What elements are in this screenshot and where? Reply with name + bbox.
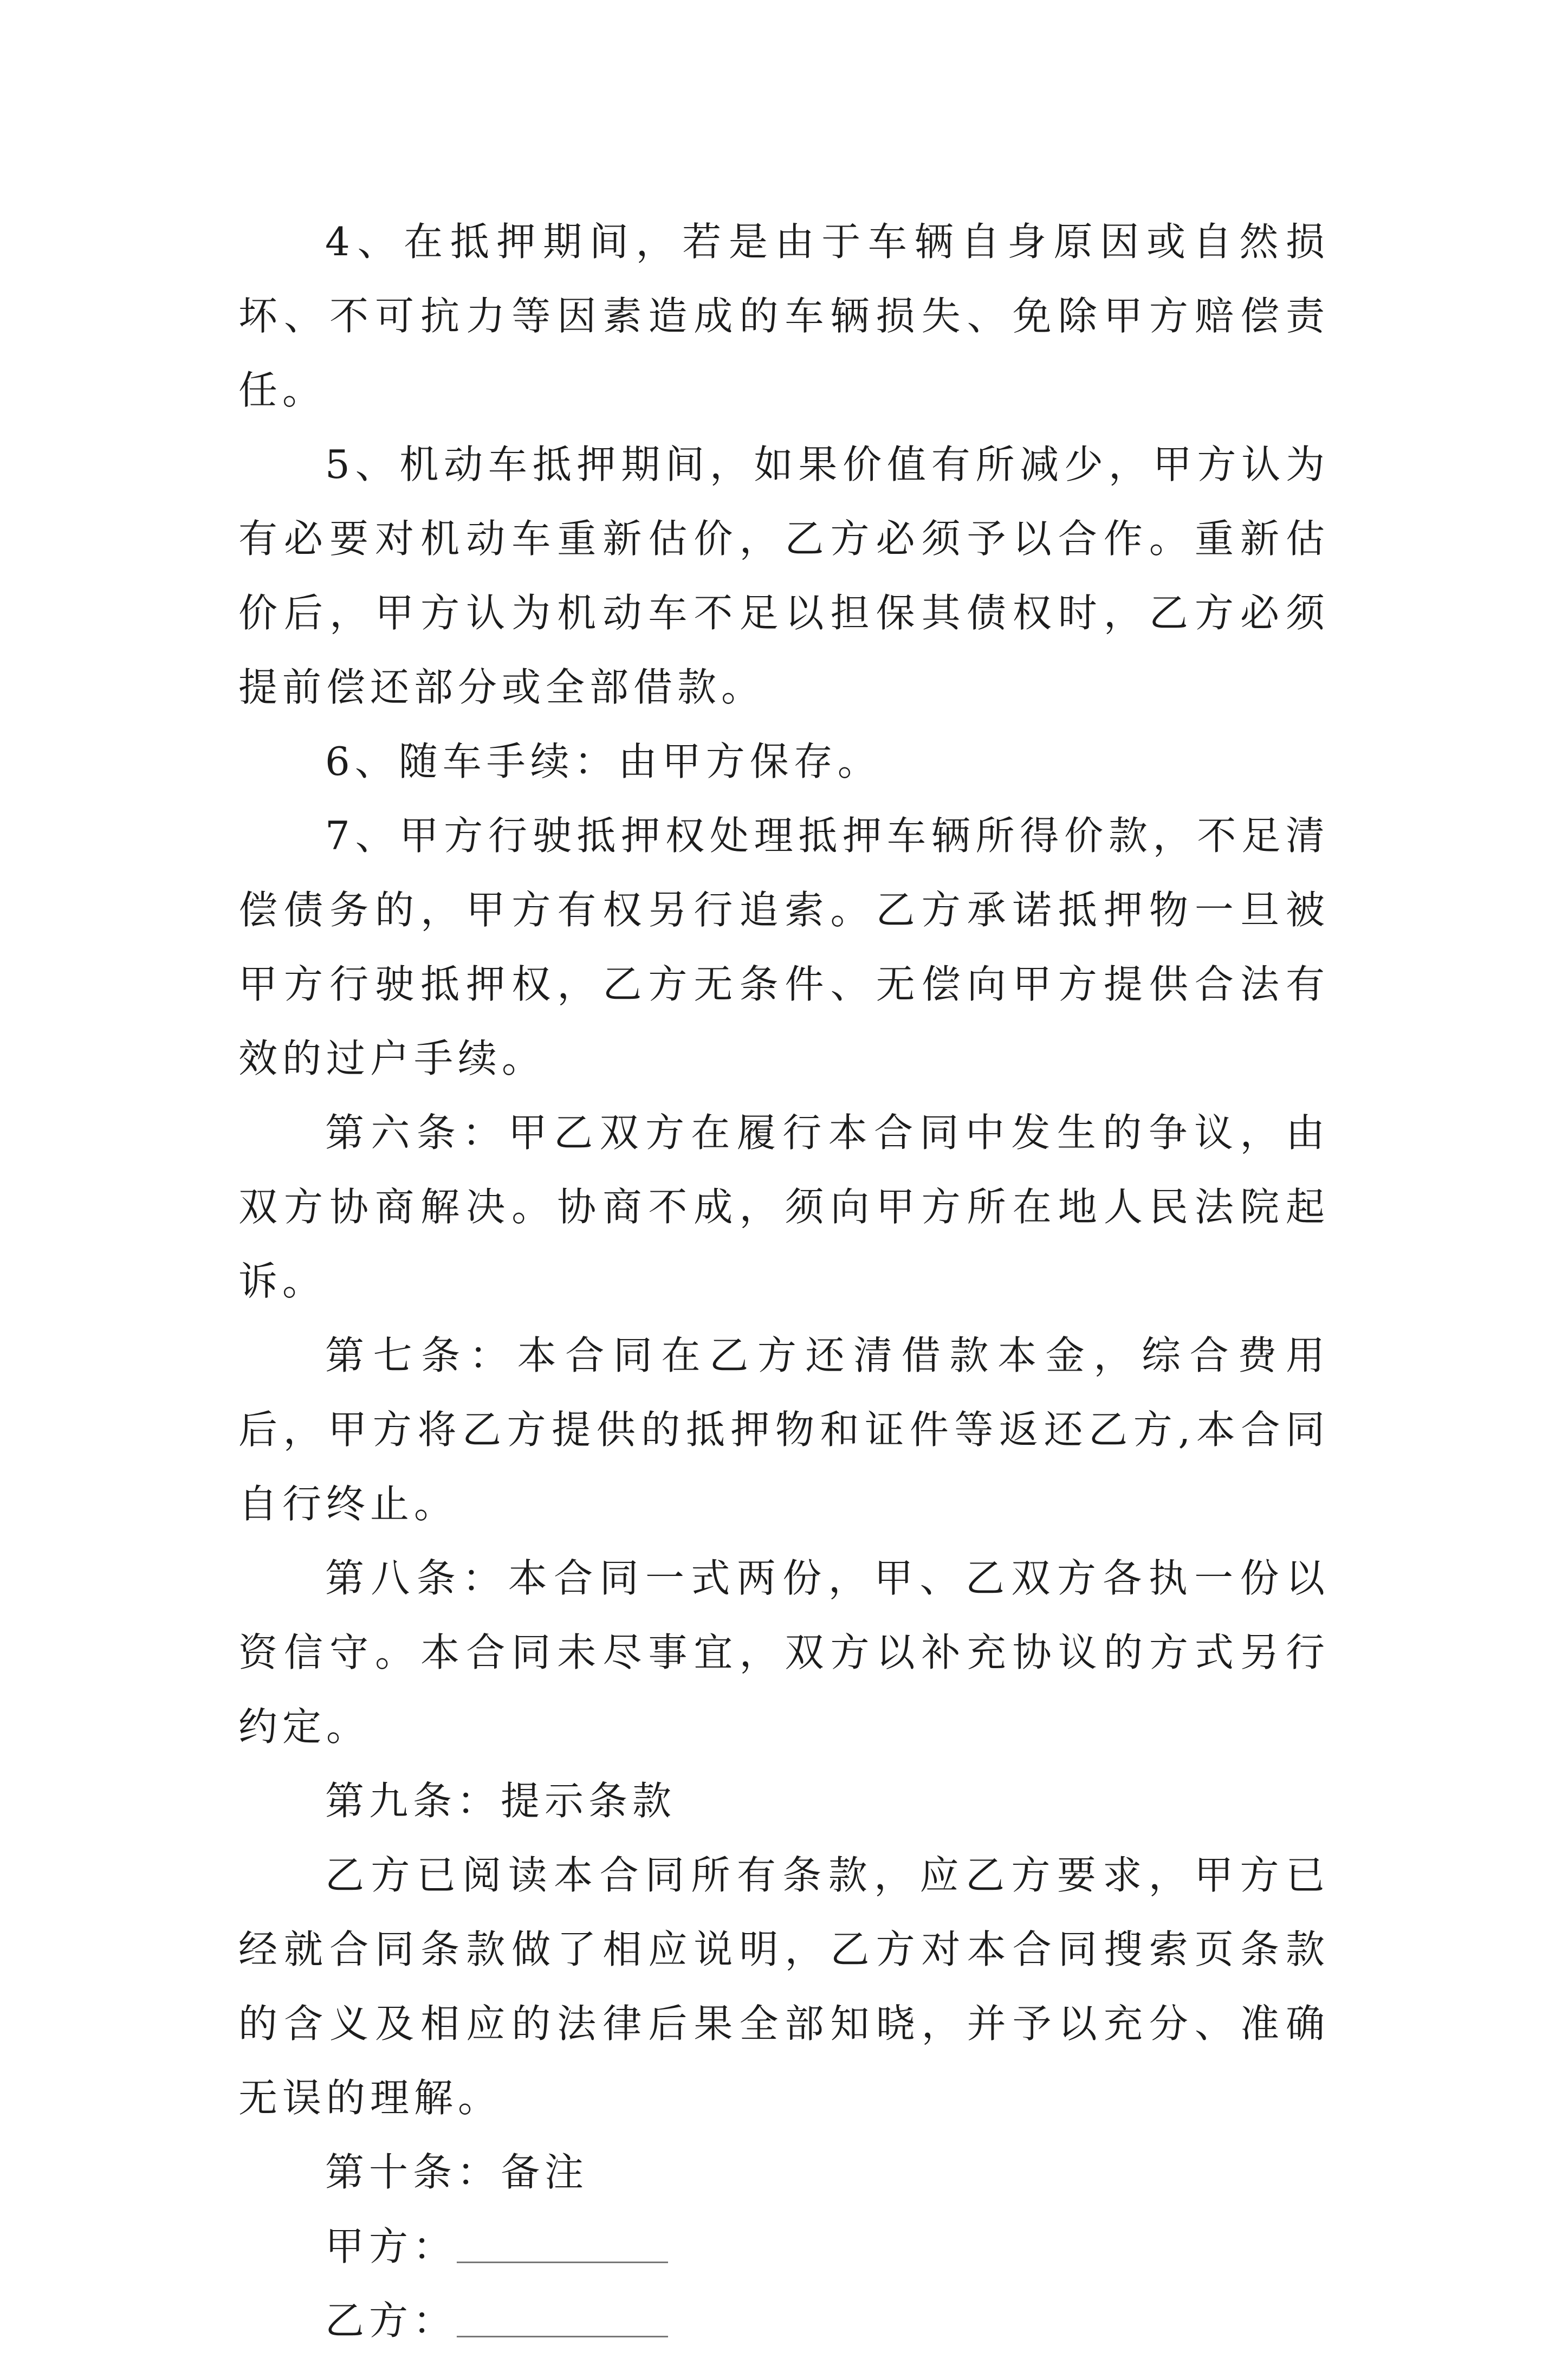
clause-5-paragraph: 5、机动车抵押期间，如果价值有所减少，甲方认为有必要对机动车重新估价，乙方必须予以合作。重新估价后，甲方认为机动车不足以担保其债权时，乙方必须提前偿还部分或全部借款。 xyxy=(238,442,1330,710)
clause-6-paragraph: 6、随车手续：由甲方保存。 xyxy=(325,739,882,784)
clause-4-paragraph: 4、在抵押期间，若是由于车辆自身原因或自然损坏、不可抗力等因素造成的车辆损失、免除甲方赔偿责任。 xyxy=(238,219,1330,413)
article-9-heading: 第九条：提示条款 xyxy=(325,1778,677,1824)
party-b-signature-line xyxy=(238,2284,1330,2358)
article-9-body: 乙方已阅读本合同所有条款，应乙方要求，甲方已经就合同条款做了相应说明，乙方对本合同搜索页条款的含义及相应的法律后果全部知晓，并予以充分、准确无误的理解。 xyxy=(238,1852,1330,2121)
party-a-signature-line xyxy=(238,2210,1330,2284)
article-6-paragraph: 第六条：甲乙双方在履行本合同中发生的争议，由双方协商解决。协商不成，须向甲方所在地人民法院起诉。 xyxy=(238,1110,1330,1304)
article-8-paragraph: 第八条：本合同一式两份，甲、乙双方各执一份以资信守。本合同未尽事宜，双方以补充协议的方式另行约定。 xyxy=(238,1555,1330,1749)
article-7-paragraph: 第七条：本合同在乙方还清借款本金，综合费用后，甲方将乙方提供的抵押物和证件等返还乙方,本合同自行终止。 xyxy=(238,1333,1330,1527)
party-a-label: 甲方： xyxy=(325,2224,457,2269)
article-10-heading: 第十条：备注 xyxy=(325,2149,589,2195)
party-b-blank xyxy=(457,2298,668,2337)
clause-7-paragraph: 7、甲方行驶抵押权处理抵押车辆所得价款，不足清偿债务的，甲方有权另行追索。乙方承诺抵押物一旦被甲方行驶抵押权，乙方无条件、无偿向甲方提供合法有效的过户手续。 xyxy=(238,813,1330,1081)
party-b-label: 乙方： xyxy=(325,2298,457,2343)
party-a-blank xyxy=(457,2224,668,2263)
